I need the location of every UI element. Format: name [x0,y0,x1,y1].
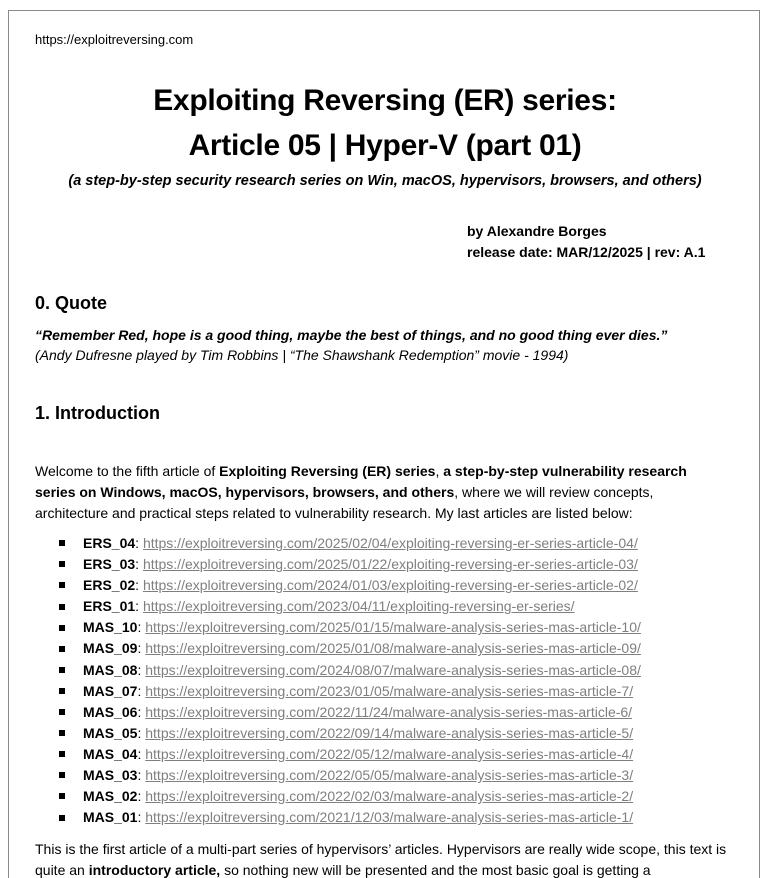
article-link[interactable]: https://exploitreversing.com/2024/01/03/exploiting-reversing-er-series-article-02/ [142,577,638,594]
article-link[interactable]: https://exploitreversing.com/2022/09/14/malware-analysis-series-mas-article-5/ [145,724,634,741]
bullet-icon [59,540,65,546]
bullet-icon [59,625,65,631]
article-code: MAS_08 [83,661,138,678]
article-code: MAS_06 [83,703,138,720]
document-subtitle: (a step-by-step security research series on Win, macOS, hypervisors, browsers, and others) [68,173,702,189]
article-code: ERS_02 [83,577,136,594]
closing-emphasis: introductory article, [88,862,221,878]
list-item: ERS_02: https://exploitreversing.com/2024/01/03/exploiting-reversing-er-series-article-02/ [59,575,641,596]
article-code: MAS_04 [83,745,138,762]
bullet-icon [59,561,65,567]
list-item: ERS_04: https://exploitreversing.com/2025/02/04/exploiting-reversing-er-series-article-04/ [59,533,641,554]
introduction-paragraph [35,461,725,524]
list-item: MAS_09: https://exploitreversing.com/2025/01/08/malware-analysis-series-mas-article-09/ [59,638,641,659]
list-item: MAS_08: https://exploitreversing.com/2024/08/07/malware-analysis-series-mas-article-08/ [59,660,641,681]
article-link[interactable]: https://exploitreversing.com/2025/01/08/malware-analysis-series-mas-article-09/ [145,640,641,657]
article-link[interactable]: https://exploitreversing.com/2024/08/07/malware-analysis-series-mas-article-08/ [145,661,641,678]
quote-attribution: (Andy Dufresne played by Tim Robbins | “The Shawshank Redemption” movie - 1994) [35,347,569,363]
bullet-icon [59,730,65,736]
article-link[interactable]: https://exploitreversing.com/2022/02/03/malware-analysis-series-mas-article-2/ [145,788,634,805]
list-item: MAS_01: https://exploitreversing.com/2021/12/03/malware-analysis-series-mas-article-1/ [59,807,641,828]
article-link[interactable]: https://exploitreversing.com/2023/04/11/exploiting-reversing-er-series/ [142,598,575,615]
closing-text-a: This is the first article of a multi-part series of hypervisors’ articles. Hypervisors are really wide scope, this text is quite an [35,841,727,878]
article-link[interactable]: https://exploitreversing.com/2025/01/15/malware-analysis-series-mas-article-10/ [145,619,641,636]
article-link[interactable]: https://exploitreversing.com/2025/02/04/exploiting-reversing-er-series-article-04/ [142,535,638,551]
bullet-icon [59,582,65,588]
document-title-line-2: Article 05 | Hyper-V (part 01) [188,129,582,162]
article-code: MAS_02 [83,788,138,805]
list-item: MAS_04: https://exploitreversing.com/2022/05/12/malware-analysis-series-mas-article-4/ [59,744,641,765]
article-link[interactable]: https://exploitreversing.com/2021/12/03/malware-analysis-series-mas-article-1/ [145,809,634,826]
article-link[interactable]: https://exploitreversing.com/2023/01/05/malware-analysis-series-mas-article-7/ [145,682,634,699]
intro-text-e: , where we will review concepts, architecture and practical steps related to vulnerability research. My last articles are listed below: [35,484,654,521]
article-code: ERS_01 [83,598,136,615]
intro-series-name: Exploiting Reversing (ER) series [219,463,436,479]
article-link[interactable]: https://exploitreversing.com/2025/01/22/exploiting-reversing-er-series-article-03/ [142,556,638,573]
article-list [59,533,641,828]
header-url: https://exploitreversing.com [35,32,194,47]
list-item: ERS_03: https://exploitreversing.com/2025/01/22/exploiting-reversing-er-series-article-03/ [59,554,641,575]
list-item: MAS_02: https://exploitreversing.com/2022/02/03/malware-analysis-series-mas-article-2/ [59,786,641,807]
bullet-icon [59,604,65,610]
document-page [8,10,760,878]
closing-paragraph [35,839,735,878]
intro-series-description: a step-by-step vulnerability research series on Windows, macOS, hypervisors, browsers, and others [35,463,687,500]
intro-text-a: Welcome to the fifth article of [35,463,220,479]
closing-text-c: so nothing new will be presented and the most basic goal is getting a [220,862,651,878]
bullet-icon [59,793,65,799]
article-code: MAS_03 [83,767,138,784]
list-item: MAS_10: https://exploitreversing.com/2025/01/15/malware-analysis-series-mas-article-10/ [59,617,641,638]
quote-heading: 0. Quote [35,293,108,313]
bullet-icon [59,688,65,694]
article-code: MAS_09 [83,640,138,657]
list-item: MAS_06: https://exploitreversing.com/2022/11/24/malware-analysis-series-mas-article-6/ [59,702,641,723]
article-link[interactable]: https://exploitreversing.com/2022/05/12/malware-analysis-series-mas-article-4/ [145,745,634,762]
author-byline: by Alexandre Borges [467,223,607,239]
bullet-icon [59,815,65,821]
bullet-icon [59,709,65,715]
article-code: ERS_04 [83,535,136,551]
bullet-icon [59,751,65,757]
list-item: MAS_03: https://exploitreversing.com/2022/05/05/malware-analysis-series-mas-article-3/ [59,765,641,786]
article-code: MAS_05 [83,724,138,741]
article-code: ERS_03 [83,556,136,573]
quote-text: “Remember Red, hope is a good thing, maybe the best of things, and no good thing ever dies.” [35,327,668,343]
release-info: release date: MAR/12/2025 | rev: A.1 [467,244,706,260]
document-title-line-1: Exploiting Reversing (ER) series: [153,84,617,117]
bullet-icon [59,772,65,778]
article-code: MAS_10 [83,619,138,636]
list-item: MAS_05: https://exploitreversing.com/2022/09/14/malware-analysis-series-mas-article-5/ [59,723,641,744]
bullet-icon [59,667,65,673]
article-code: MAS_07 [83,682,138,699]
list-item: MAS_07: https://exploitreversing.com/2023/01/05/malware-analysis-series-mas-article-7/ [59,681,641,702]
article-link[interactable]: https://exploitreversing.com/2022/05/05/malware-analysis-series-mas-article-3/ [145,767,634,784]
list-item: ERS_01: https://exploitreversing.com/2023/04/11/exploiting-reversing-er-series/ [59,596,641,617]
bullet-icon [59,646,65,652]
introduction-heading: 1. Introduction [35,403,160,423]
article-link[interactable]: https://exploitreversing.com/2022/11/24/malware-analysis-series-mas-article-6/ [145,703,633,720]
article-code: MAS_01 [83,809,138,826]
intro-text-c: , [435,463,444,479]
